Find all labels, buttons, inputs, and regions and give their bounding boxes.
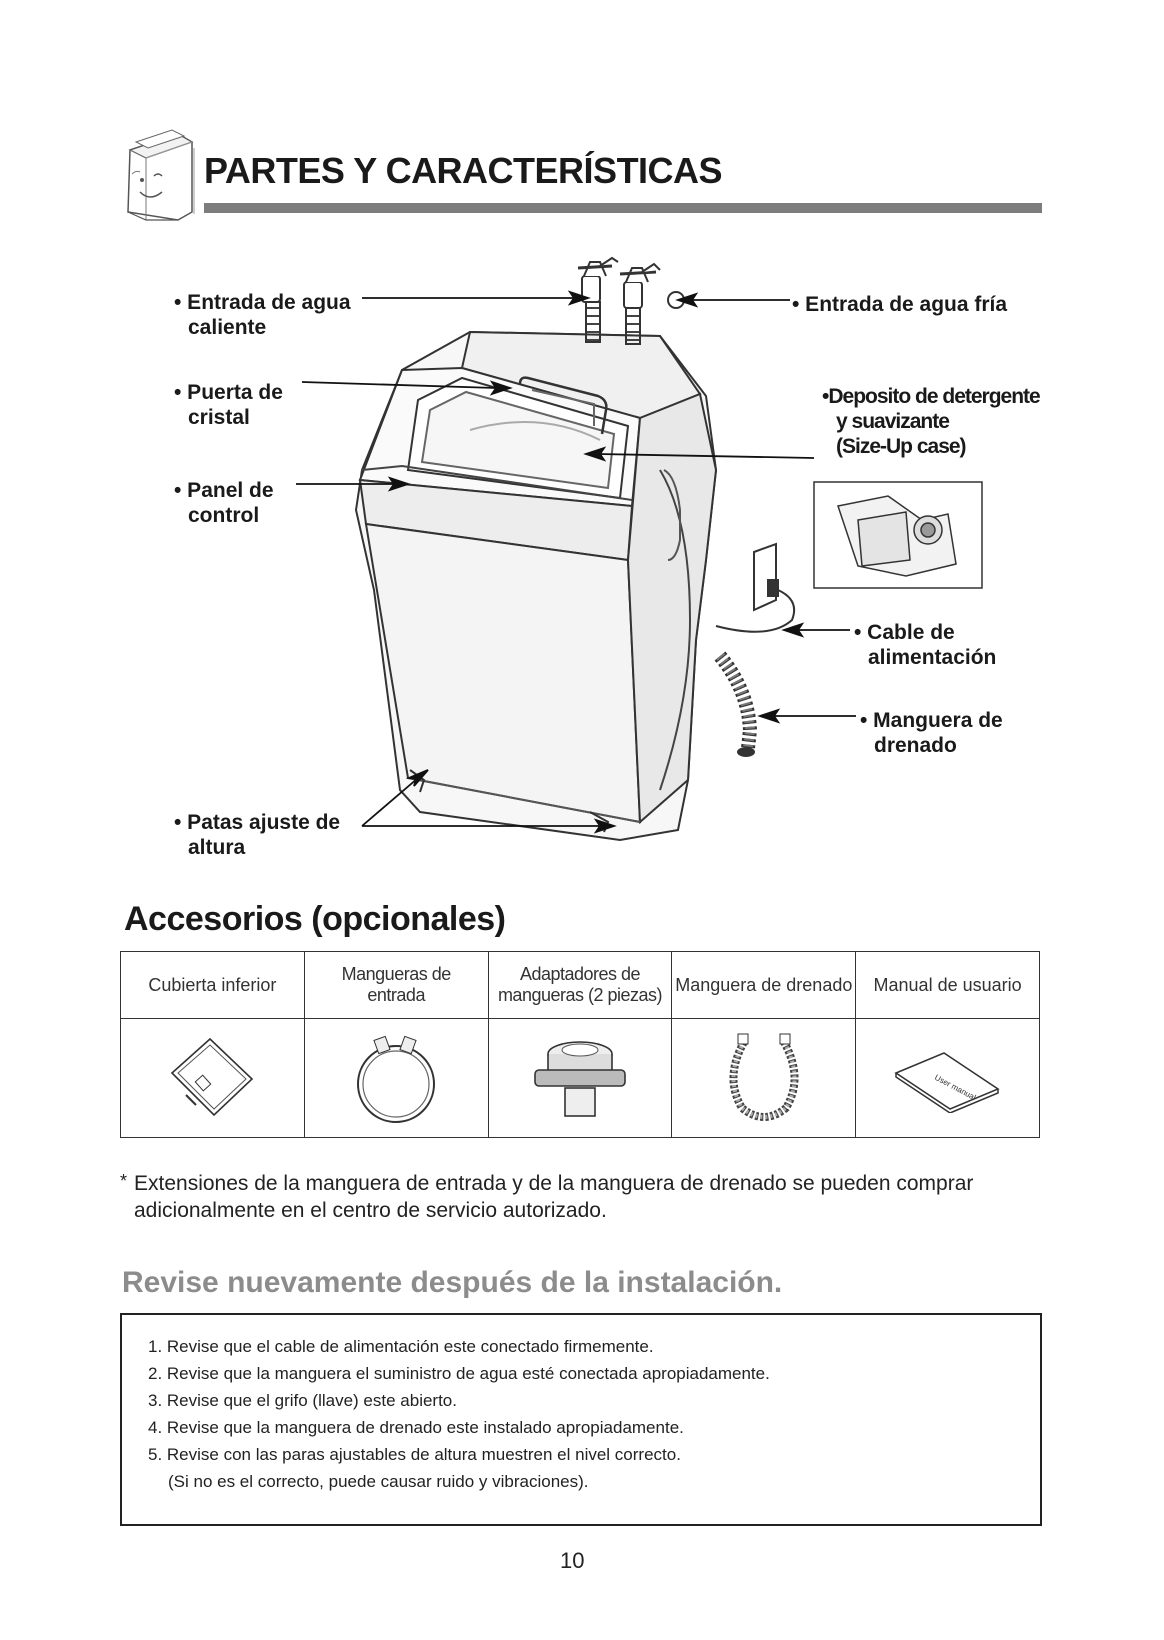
accessories-header-row — [121, 952, 1040, 1019]
accessories-image-row — [121, 1019, 1040, 1138]
checklist-title: Revise nuevamente después de la instalación. — [122, 1266, 783, 1299]
bottom-cover-icon — [162, 1033, 262, 1123]
list-item: 5. Revise con las paras ajustables de altura muestren el nivel correcto. — [148, 1445, 681, 1464]
label-drain-hose: • Manguera de drenado — [860, 709, 1003, 757]
label-leveling-feet: • Patas ajuste de altura — [174, 811, 341, 859]
page-number: 10 — [560, 1548, 585, 1573]
label-power-cable: • Cable de alimentación — [854, 621, 997, 669]
accessory-name-cell: Manguera de drenado — [672, 952, 856, 1019]
accessory-name-cell: Mangueras de entrada — [304, 952, 488, 1019]
list-item: 4. Revise que la manguera de drenado este instalado apropiadamente. — [148, 1418, 684, 1437]
accessories-title: Accesorios (opcionales) — [124, 900, 506, 938]
power-outlet — [716, 544, 794, 632]
list-item: 3. Revise que el grifo (llave) este abierto. — [148, 1391, 457, 1410]
page-title: PARTES Y CARACTERÍSTICAS — [204, 150, 723, 191]
drain-hose-icon — [724, 1028, 804, 1128]
manual-cover-text: User manual — [932, 1072, 977, 1103]
washer-body — [356, 332, 716, 840]
label-control-panel: • Panel de control — [174, 479, 274, 527]
accessory-name-cell: Manual de usuario — [856, 952, 1040, 1019]
user-manual-icon — [888, 1043, 1008, 1113]
checklist-box — [120, 1313, 1042, 1526]
hose-adapter-icon — [525, 1030, 635, 1126]
detergent-drawer-inset — [814, 482, 982, 588]
inlet-hoses-icon — [346, 1030, 446, 1126]
accessory-name-cell: Cubierta inferior — [121, 952, 305, 1019]
label-cold-water-inlet: • Entrada de agua fría — [792, 293, 1008, 316]
accessories-table — [120, 951, 1040, 1138]
list-item-subnote: (Si no es el correcto, puede causar ruido y vibraciones). — [168, 1472, 589, 1491]
list-item: 2. Revise que la manguera el suministro de agua esté conectada apropiadamente. — [148, 1364, 770, 1383]
accessory-name-cell: Adaptadores de mangueras (2 piezas) — [488, 952, 672, 1019]
label-glass-door: • Puerta de cristal — [174, 381, 283, 429]
label-hot-water-inlet: • Entrada de agua caliente — [174, 291, 351, 339]
accessories-note: * Extensiones de la manguera de entrada y de la manguera de drenado se pueden comprar adicionalmente en el centro de servicio autorizado. — [120, 1171, 974, 1222]
faucets — [578, 258, 684, 344]
list-item: 1. Revise que el cable de alimentación este conectado firmemente. — [148, 1337, 654, 1356]
label-detergent-dispenser: •Deposito de detergente y suavizante (Size-Up case) — [822, 385, 1040, 458]
checklist — [148, 1333, 770, 1495]
